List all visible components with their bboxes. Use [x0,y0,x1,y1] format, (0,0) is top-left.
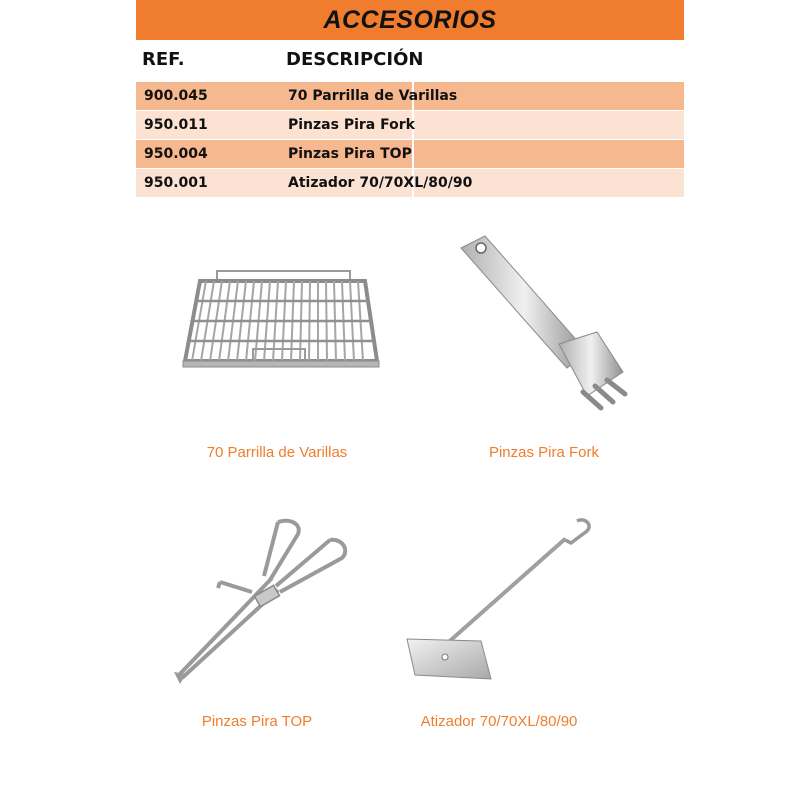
table-header [136,46,684,76]
row-ref: 950.011 [144,117,208,133]
product-caption: Atizador 70/70XL/80/90 [420,713,578,730]
fork-tongs-image [455,232,635,412]
table-row [136,111,684,139]
section-title: ACCESORIOS [323,5,497,34]
section-header [136,0,684,40]
row-divider [412,140,414,168]
table-row [136,140,684,168]
row-description: 70 Parrilla de Varillas [288,88,458,104]
column-ref: REF. [142,49,185,70]
row-description: Atizador 70/70XL/80/90 [288,175,473,191]
column-description: DESCRIPCIÓN [286,49,424,70]
table-row [136,169,684,197]
product-caption: 70 Parrilla de Varillas [206,444,348,461]
row-ref: 900.045 [144,88,208,104]
product-caption: Pinzas Pira Fork [488,444,600,461]
top-tongs-image [160,518,360,688]
row-ref: 950.004 [144,146,208,162]
product-caption: Pinzas Pira TOP [201,713,313,730]
table-row [136,82,684,110]
poker-image [395,515,610,690]
grill-grate-image [165,265,385,375]
row-ref: 950.001 [144,175,208,191]
row-description: Pinzas Pira TOP [288,146,412,162]
row-description: Pinzas Pira Fork [288,117,415,133]
